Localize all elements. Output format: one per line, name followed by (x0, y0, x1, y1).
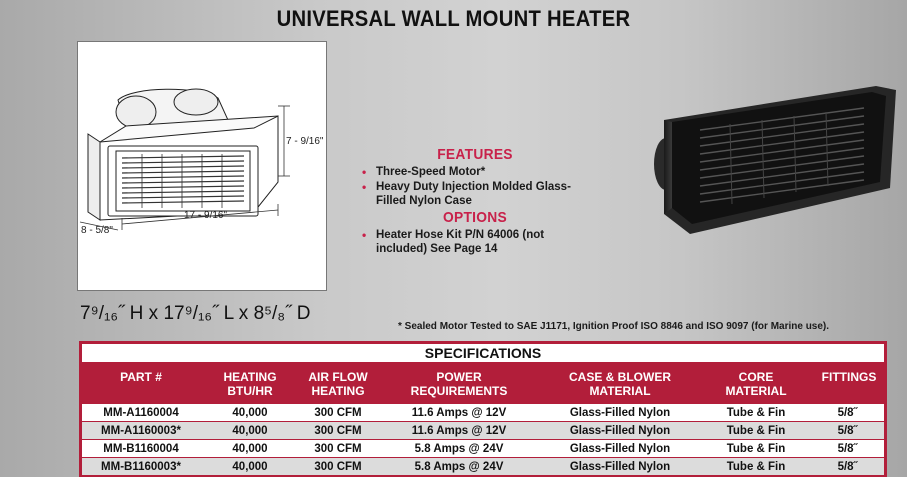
cell-fittings: 5/8˝ (837, 407, 858, 419)
feature-text: Heavy Duty Injection Molded Glass-Filled Nylon Case (376, 181, 571, 207)
header-airflow-line2: HEATING (311, 384, 365, 398)
header-core-line1: CORE (738, 370, 774, 384)
features-block (360, 146, 590, 257)
cell-core: Tube & Fin (726, 443, 786, 455)
table-header-row (79, 364, 887, 404)
table-row (82, 422, 884, 440)
cell-part: MM-A1160003* (101, 425, 181, 437)
feature-text: Three-Speed Motor* (376, 166, 486, 178)
cell-fittings: 5/8˝ (837, 443, 858, 455)
cell-heating: 40,000 (232, 425, 268, 437)
heater-drawing-svg (78, 42, 326, 290)
cell-airflow: 300 CFM (314, 443, 362, 455)
bullet-icon: • (362, 180, 367, 194)
header-airflow-line1: AIR FLOW (308, 370, 368, 384)
options-heading: OPTIONS (442, 209, 508, 226)
cell-case: Glass-Filled Nylon (569, 425, 671, 437)
features-heading: FEATURES (437, 146, 513, 163)
cell-case: Glass-Filled Nylon (569, 407, 671, 419)
cell-power: 5.8 Amps @ 24V (414, 443, 504, 455)
cell-airflow: 300 CFM (314, 425, 362, 437)
heater-line-drawing (77, 41, 327, 291)
cell-power: 11.6 Amps @ 12V (411, 407, 507, 419)
header-case-line1: CASE & BLOWER (569, 370, 671, 384)
cell-case: Glass-Filled Nylon (569, 461, 671, 473)
cell-core: Tube & Fin (726, 407, 786, 419)
header-core-line2: MATERIAL (725, 384, 787, 398)
cell-airflow: 300 CFM (314, 461, 362, 473)
dim-height-label: 7 - 9/16" (286, 136, 324, 147)
header-part (82, 364, 200, 404)
cell-fittings: 5/8˝ (837, 425, 858, 437)
header-heating-line2: BTU/HR (227, 384, 273, 398)
options-list (360, 228, 590, 256)
specifications-title: SPECIFICATIONS (82, 344, 884, 362)
cell-case: Glass-Filled Nylon (569, 443, 671, 455)
heater-product-photo (650, 84, 898, 236)
cell-part: MM-A1160004 (103, 407, 179, 419)
dim-length-label: 17 - 9/16" (184, 210, 228, 221)
footnote: * Sealed Motor Tested to SAE J1171, Ignition Proof ISO 8846 and ISO 9097 (for Marine use). (398, 321, 830, 332)
table-body (82, 404, 884, 476)
cell-fittings: 5/8˝ (837, 461, 858, 473)
specifications-table (79, 341, 887, 477)
page-title: UNIVERSAL WALL MOUNT HEATER (276, 6, 631, 31)
table-row (82, 458, 884, 476)
cell-part: MM-B1160003* (101, 461, 181, 473)
header-fittings (811, 364, 887, 404)
cell-core: Tube & Fin (726, 461, 786, 473)
bullet-icon: • (362, 228, 367, 242)
cell-power: 5.8 Amps @ 24V (414, 461, 504, 473)
option-item (360, 228, 590, 256)
header-power (389, 364, 529, 404)
header-heating (205, 364, 295, 404)
cell-core: Tube & Fin (726, 425, 786, 437)
cell-part: MM-B1160004 (103, 443, 179, 455)
header-power-line1: POWER (436, 370, 482, 384)
table-row (82, 440, 884, 458)
header-airflow (293, 364, 383, 404)
header-core (701, 364, 811, 404)
header-case-line2: MATERIAL (589, 384, 651, 398)
feature-item (360, 180, 590, 208)
feature-item (360, 165, 590, 179)
header-power-line2: REQUIREMENTS (410, 384, 508, 398)
header-case (545, 364, 695, 404)
features-list (360, 165, 590, 208)
dim-depth-label: 8 - 5/8" (81, 225, 113, 236)
header-heating-line1: HEATING (223, 370, 277, 384)
bullet-icon: • (362, 165, 367, 179)
cell-heating: 40,000 (232, 443, 268, 455)
cell-heating: 40,000 (232, 461, 268, 473)
header-part-line1: PART # (120, 370, 162, 384)
option-text: Heater Hose Kit P/N 64006 (not included) See Page 14 (376, 229, 545, 255)
cell-airflow: 300 CFM (314, 407, 362, 419)
table-row (82, 404, 884, 422)
cell-power: 11.6 Amps @ 12V (411, 425, 507, 437)
cell-heating: 40,000 (232, 407, 268, 419)
header-fittings-line1: FITTINGS (821, 370, 877, 384)
dimensions-caption: 7⁹/₁₆˝ H x 17⁹/₁₆˝ L x 8⁵/₈˝ D (80, 303, 311, 324)
